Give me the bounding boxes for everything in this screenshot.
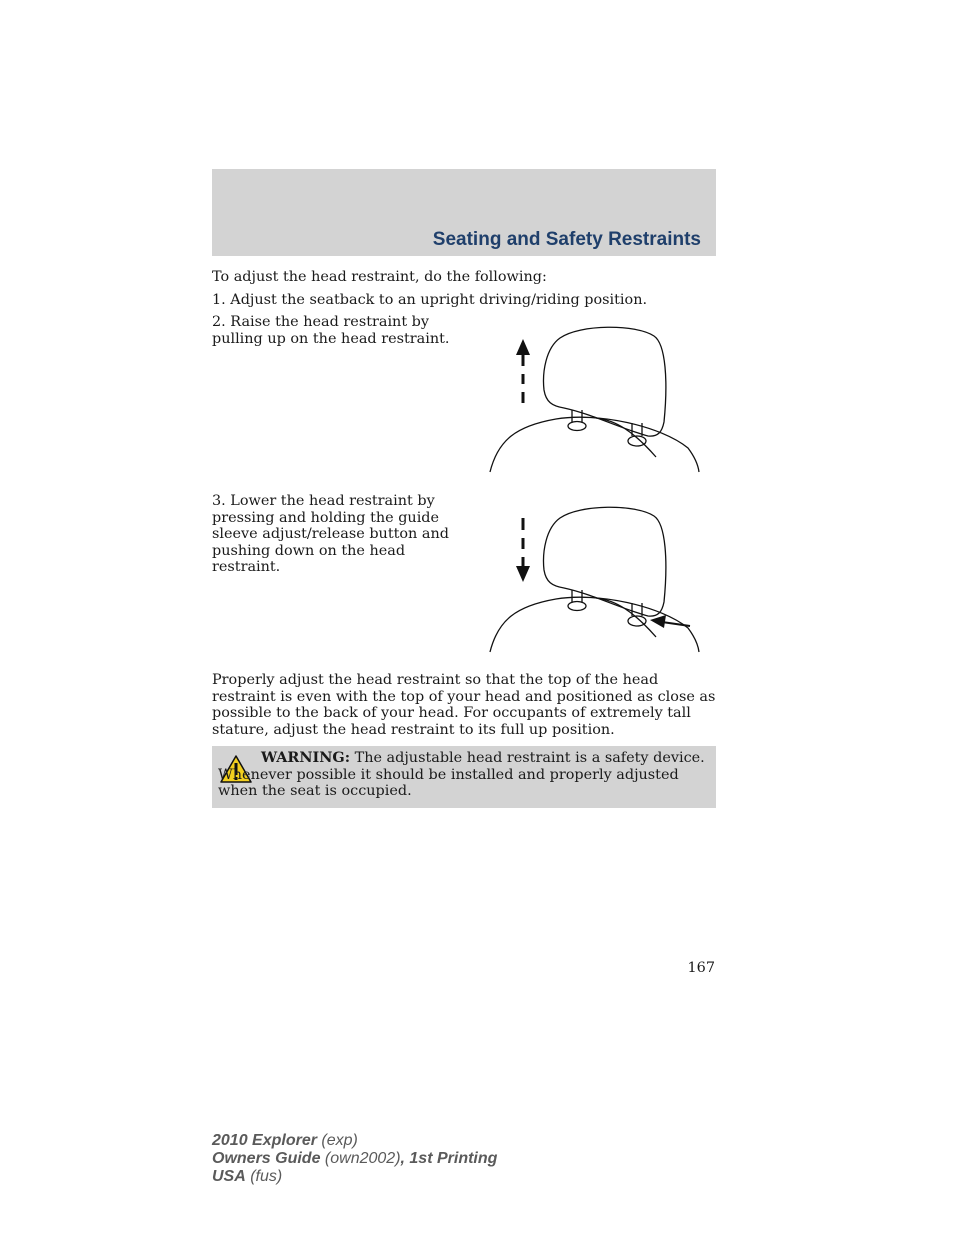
down-arrow-icon bbox=[516, 518, 530, 582]
intro-text: To adjust the head restraint, do the following: bbox=[212, 269, 547, 285]
page-number: 167 bbox=[687, 960, 715, 976]
warning-label: WARNING: bbox=[261, 749, 351, 766]
step-3-text: 3. Lower the head restraint by pressing and holding the guide sleeve adjust/release button and pushing down on the head restraint. bbox=[212, 493, 449, 575]
step-1-text: 1. Adjust the seatback to an upright driving/riding position. bbox=[212, 292, 648, 308]
step-2-text: 2. Raise the head restraint by pulling up on the head restraint. bbox=[212, 314, 450, 347]
footer-line-3: USA (fus) bbox=[212, 1168, 283, 1185]
section-title: Seating and Safety Restraints bbox=[432, 229, 701, 250]
document-footer bbox=[212, 1132, 497, 1186]
section-header-band bbox=[212, 169, 716, 256]
warning-text bbox=[218, 750, 708, 800]
up-arrow-icon bbox=[516, 339, 530, 403]
raise-head-restraint-illustration bbox=[486, 322, 706, 477]
footer-line-1: 2010 Explorer (exp) bbox=[212, 1132, 358, 1149]
warning-box bbox=[212, 746, 716, 808]
lower-head-restraint-illustration bbox=[486, 502, 706, 657]
adjustment-instructions: Properly adjust the head restraint so that the top of the head restraint is even with the top of your head and positioned as close as possible to the back of your head. For occupants of extremely tall stature, adjust the head restraint to its full up position. bbox=[212, 672, 716, 738]
footer-line-2: Owners Guide (own2002), 1st Printing bbox=[212, 1150, 498, 1167]
warning-message: The adjustable head restraint is a safety device. Whenever possible it should be installed and properly adjusted when the seat is occupied. bbox=[218, 750, 705, 799]
